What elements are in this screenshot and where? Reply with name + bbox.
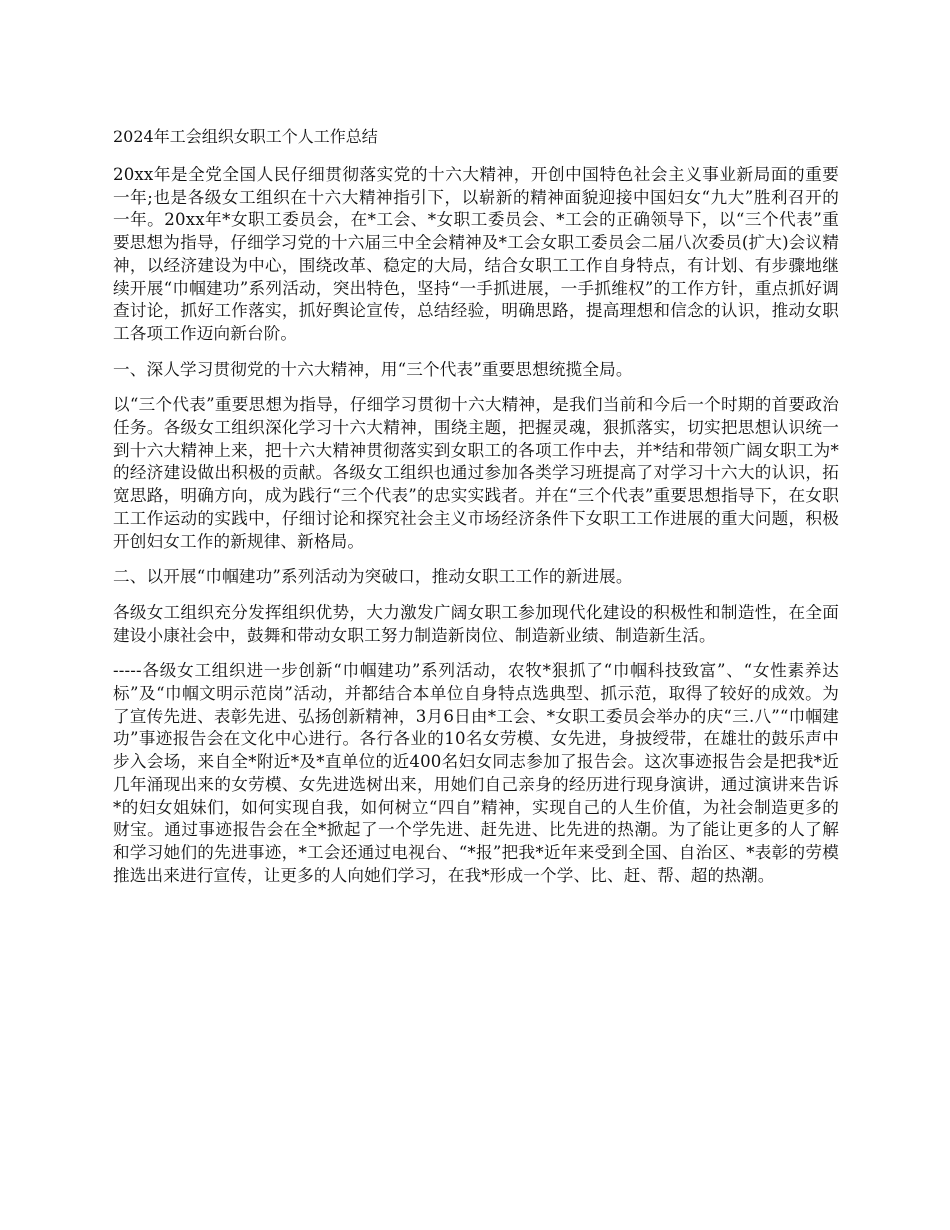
- section-2-heading: 二、以开展“巾帼建功”系列活动为突破口，推动女职工工作的新进展。: [113, 567, 633, 587]
- section-2-paragraph-2: -----各级女工组织进一步创新“巾帼建功”系列活动，农牧*狠抓了“巾帼科技致富”、“女性素养达标”及“巾帼文明示范岗”活动，并都结合本单位自身特点选典型、抓示范，取得了较好的成效。为了宣传先进、表彰先进、弘扬创新精神，3月6日由*工会、*女职工委员会举办的庆“三.八”“巾帼建功”事迹报告会在文化中心进行。各行各业的10名女劳模、女先进，身披绶带，在雄壮的鼓乐声中步入会场，来自全*附近*及*直单位的近400名妇女同志参加了报告会。这次事迹报告会是把我*近几年涌现出来的女劳模、女先进选树出来，用她们自己亲身的经历进行现身演讲，通过演讲来告诉*的妇女姐妹们，如何实现自我，如何树立“四自”精神，实现自己的人生价值，为社会制造更多的财宝。通过事迹报告会在全*掀起了一个学先进、赶先进、比先进的热潮。为了能让更多的人了解和学习她们的先进事迹，*工会还通过电视台、“*报”把我*近年来受到全国、自治区、*表彰的劳模推选出来进行宣传，让更多的人向她们学习，在我*形成一个学、比、赶、帮、超的热潮。: [113, 661, 839, 885]
- document-page: [113, 124, 839, 900]
- section-2-paragraph-1: 各级女工组织充分发挥组织优势，大力激发广阔女职工参加现代化建设的积极性和制造性，在全面建设小康社会中，鼓舞和带动女职工努力制造新岗位、制造新业绩、制造新生活。: [113, 602, 839, 645]
- intro-paragraph: 20xx年是全党全国人民仔细贯彻落实党的十六大精神，开创中国特色社会主义事业新局面的重要一年;也是各级女工组织在十六大精神指引下，以崭新的精神面貌迎接中国妇女“九大”胜利召开的一年。20xx年*女职工委员会，在*工会、*女职工委员会、*工会的正确领导下，以“三个代表”重要思想为指导，仔细学习党的十六届三中全会精神及*工会女职工委员会二届八次委员(扩大)会议精神，以经济建设为中心，围绕改革、稳定的大局，结合女职工工作自身特点，有计划、有步骤地继续开展“巾帼建功”系列活动，突出特色，坚持“一手抓进展，一手抓维权”的工作方针，重点抓好调查讨论，抓好工作落实，抓好舆论宣传，总结经验，明确思路，提高理想和信念的认识，推动女职工各项工作迈向新台阶。: [113, 165, 839, 343]
- section-1-paragraph: 以“三个代表”重要思想为指导，仔细学习贯彻十六大精神，是我们当前和今后一个时期的首要政治任务。各级女工组织深化学习十六大精神，围绕主题，把握灵魂，狠抓落实，切实把思想认识统一到十六大精神上来，把十六大精神贯彻落实到女职工的各项工作中去，并*结和带领广阔女职工为*的经济建设做出积极的贡献。各级女工组织也通过参加各类学习班提高了对学习十六大的认识，拓宽思路，明确方向，成为践行“三个代表”的忠实实践者。并在“三个代表”重要思想指导下，在女职工工作运动的实践中，仔细讨论和探究社会主义市场经济条件下女职工工作进展的重大问题，积极开创妇女工作的新规律、新格局。: [113, 395, 839, 551]
- section-1-heading: 一、深人学习贯彻党的十六大精神，用“三个代表”重要思想统揽全局。: [113, 359, 633, 379]
- document-title: 2024年工会组织女职工个人工作总结: [113, 127, 378, 146]
